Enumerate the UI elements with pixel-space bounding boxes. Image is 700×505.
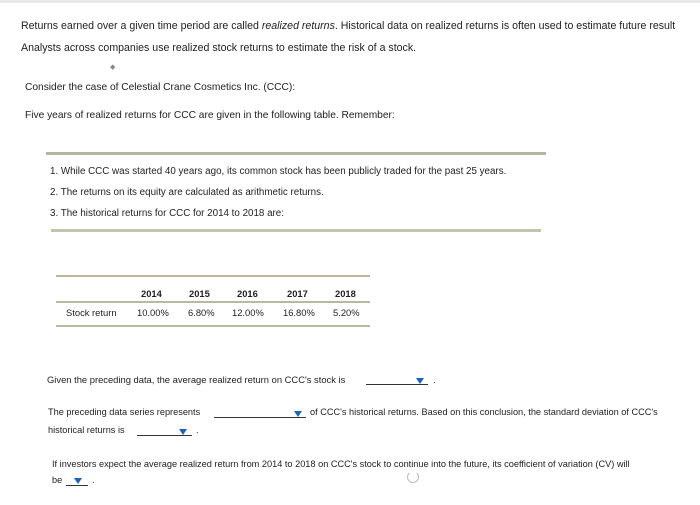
loading-spinner-icon xyxy=(407,471,419,483)
intro-paragraph-2: Analysts across companies use realized stock returns to estimate the risk of a stock. xyxy=(21,42,417,54)
return-cell: 5.20% xyxy=(333,307,360,318)
list-item: 2. The returns on its equity are calculated as arithmetic returns. xyxy=(50,187,324,198)
dropdown-arrow-icon[interactable] xyxy=(74,478,82,484)
dropdown-arrow-icon[interactable] xyxy=(179,429,187,435)
question-cv: If investors expect the average realized return from 2014 to 2018 on CCC's stock to continue into the future, its coefficient of variation (CV) will xyxy=(52,459,630,469)
return-cell: 6.80% xyxy=(188,307,215,318)
year-header: 2018 xyxy=(335,288,356,299)
list-item: 1. While CCC was started 40 years ago, its common stock has been publicly traded for the past 25 years. xyxy=(50,166,507,177)
question-data-series-cont: of CCC's historical returns. Based on this conclusion, the standard deviation of CCC's xyxy=(310,407,658,417)
year-header: 2016 xyxy=(237,288,258,299)
remember-divider-bottom xyxy=(51,229,541,232)
question-data-series: The preceding data series represents xyxy=(48,407,201,417)
row-label: Stock return xyxy=(66,307,117,318)
table-rule xyxy=(56,325,370,327)
year-header: 2017 xyxy=(287,288,308,299)
table-rule xyxy=(56,301,370,303)
remember-list xyxy=(50,166,506,229)
remember-divider-top xyxy=(46,152,546,155)
punctuation: . xyxy=(196,425,199,435)
intro-paragraph-1: Returns earned over a given time period are called realized returns. Historical data on realized returns is often used to estimate future result xyxy=(21,20,676,32)
data-series-dropdown[interactable] xyxy=(214,406,306,418)
question-std-dev: historical returns is xyxy=(48,425,125,435)
question-average-return: Given the preceding data, the average realized return on CCC's stock is xyxy=(47,374,346,385)
return-cell: 10.00% xyxy=(137,307,169,318)
case-heading: Consider the case of Celestial Crane Cosmetics Inc. (CCC): xyxy=(25,82,296,93)
list-item: 3. The historical returns for CCC for 2014 to 2018 are: xyxy=(50,208,284,219)
return-cell: 12.00% xyxy=(232,307,264,318)
dropdown-arrow-icon[interactable] xyxy=(294,411,302,417)
punctuation: . xyxy=(92,475,95,485)
year-header: 2015 xyxy=(189,288,210,299)
table-rule xyxy=(56,275,370,277)
top-divider xyxy=(0,0,700,3)
punctuation: . xyxy=(433,374,436,385)
return-cell: 16.80% xyxy=(283,307,315,318)
year-header: 2014 xyxy=(141,288,162,299)
mouse-cursor-icon: ◆ xyxy=(110,64,116,71)
table-intro: Five years of realized returns for CCC are given in the following table. Remember: xyxy=(25,110,395,121)
dropdown-arrow-icon[interactable] xyxy=(416,378,424,384)
question-cv-be: be xyxy=(52,475,63,485)
